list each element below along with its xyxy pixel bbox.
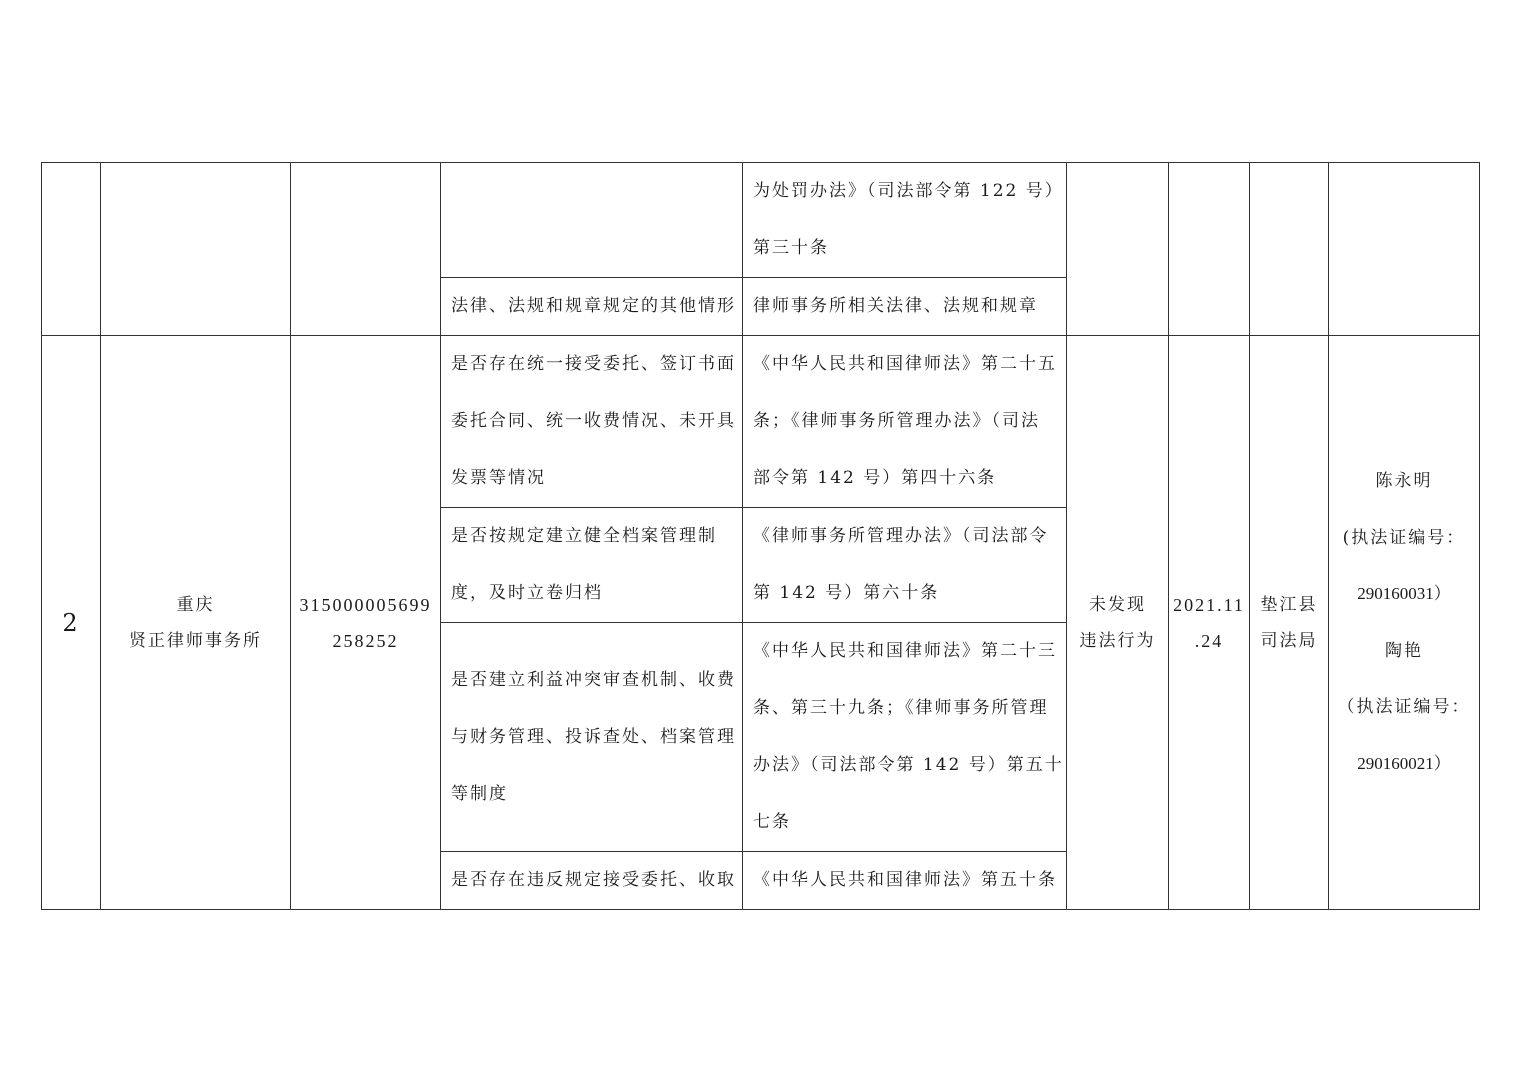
item-cell <box>441 278 743 336</box>
item-cell <box>441 336 743 508</box>
inspection-table <box>41 162 1480 910</box>
date-line: 2021.11 <box>1173 594 1245 615</box>
basis-cell <box>743 278 1067 336</box>
item-line: 等制度 <box>451 783 508 804</box>
item-cell <box>441 508 743 623</box>
basis-cell <box>743 508 1067 623</box>
basis-line: 律师事务所相关法律、法规和规章 <box>753 296 1038 316</box>
item-cell-empty <box>441 163 743 278</box>
agency-cell-empty <box>1250 163 1329 336</box>
item-line: 是否按规定建立健全档案管理制 <box>451 526 717 546</box>
officer-line: (执法证编号： <box>1342 527 1466 548</box>
basis-line: 《律师事务所管理办法》（司法部令 <box>753 526 1049 546</box>
item-cell <box>441 852 743 910</box>
firm-name-line: 贤正律师事务所 <box>129 630 262 651</box>
basis-cell <box>743 623 1067 852</box>
officer-line: 陈永明 <box>1375 471 1433 491</box>
inspection-date <box>1169 336 1250 910</box>
item-line: 法律、法规和规章规定的其他情形 <box>451 296 736 316</box>
item-line: 是否存在违反规定接受委托、收取 <box>451 870 736 890</box>
result-line: 未发现 <box>1089 594 1146 615</box>
basis-line: 条；《律师事务所管理办法》（司法 <box>753 411 1040 431</box>
item-line: 发票等情况 <box>451 468 546 488</box>
basis-line: 部令第 142 号）第四十六条 <box>753 468 997 488</box>
date-cell-empty <box>1169 163 1250 336</box>
basis-line: 《中华人民共和国律师法》第二十三 <box>753 641 1057 661</box>
basis-cell <box>743 163 1067 278</box>
item-line: 是否存在统一接受委托、签订书面 <box>451 354 736 374</box>
firm-name-line: 重庆 <box>176 594 215 615</box>
agency-line: 司法局 <box>1260 630 1318 651</box>
item-cell <box>441 623 743 852</box>
basis-cell <box>743 852 1067 910</box>
credit-code <box>291 336 441 910</box>
enforcement-officers <box>1329 336 1480 910</box>
basis-line: 第 142 号）第六十条 <box>753 583 940 603</box>
item-line: 与财务管理、投诉查处、档案管理 <box>451 726 736 747</box>
item-line: 委托合同、统一收费情况、未开具 <box>451 411 736 431</box>
seq-number: 2 <box>42 336 101 910</box>
basis-line: 为处罚办法》（司法部令第 122 号） <box>753 181 1064 201</box>
seq-cell-empty <box>42 163 101 336</box>
name-cell-empty <box>101 163 291 336</box>
basis-line: 《中华人民共和国律师法》第二十五 <box>753 354 1057 374</box>
basis-line: 《中华人民共和国律师法》第五十条 <box>753 870 1057 890</box>
basis-cell <box>743 336 1067 508</box>
officers-cell-empty <box>1329 163 1480 336</box>
officer-line: （执法证编号： <box>1337 697 1471 717</box>
table-row <box>42 163 1480 278</box>
officer-line: 290160031） <box>1357 584 1451 603</box>
result-line: 违法行为 <box>1079 630 1156 651</box>
officer-line: 290160021） <box>1357 753 1451 773</box>
basis-line: 第三十条 <box>753 238 829 258</box>
officer-line: 陶艳 <box>1385 640 1423 661</box>
basis-line: 办法》（司法部令第 142 号）第五十 <box>753 755 1064 775</box>
result-cell-empty <box>1067 163 1169 336</box>
basis-line: 条、第三十九条；《律师事务所管理 <box>753 698 1049 718</box>
credit-code-line: 258252 <box>332 630 399 651</box>
code-cell-empty <box>291 163 441 336</box>
agency-line: 垫江县 <box>1260 594 1318 615</box>
credit-code-line: 315000005699 <box>299 594 432 615</box>
item-line: 度，及时立卷归档 <box>451 583 603 603</box>
date-line: .24 <box>1194 630 1224 651</box>
item-line: 是否建立利益冲突审查机制、收费 <box>451 669 736 690</box>
inspection-result <box>1067 336 1169 910</box>
table-row <box>42 336 1480 508</box>
inspecting-agency <box>1250 336 1329 910</box>
firm-name <box>101 336 291 910</box>
basis-line: 七条 <box>753 812 791 832</box>
